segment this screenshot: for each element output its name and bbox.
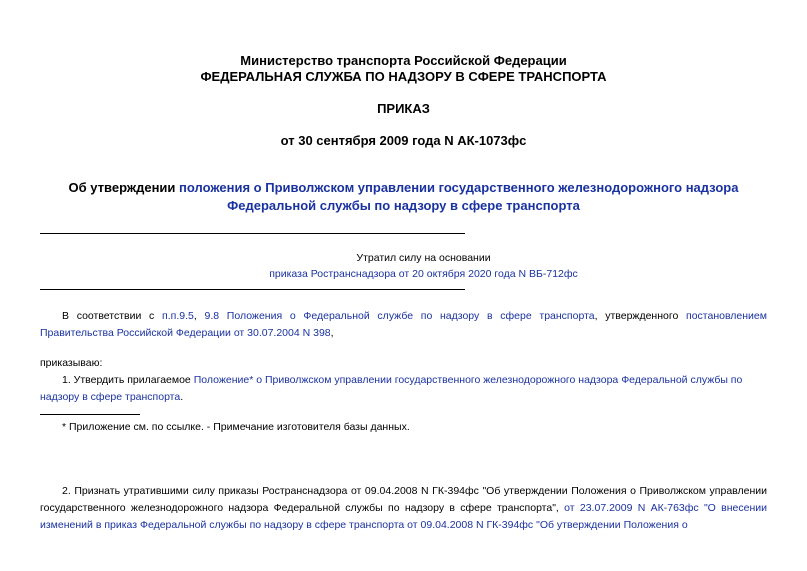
title-link[interactable]: положения о Приволжском управлении государственного железнодорожного надзора Федеральной службы по надзору в сфере транспорта [179, 180, 739, 213]
preamble-link-1[interactable]: п.п.9.5 [162, 310, 194, 322]
item-1-text-1: 1. Утвердить прилагаемое [62, 374, 194, 386]
preamble-paragraph [40, 308, 767, 342]
order-word: приказываю: [40, 357, 103, 369]
preamble-link-2[interactable]: 9.8 Положения о Федеральной службе по надзору в сфере транспорта [204, 310, 595, 322]
service-name: ФЕДЕРАЛЬНАЯ СЛУЖБА ПО НАДЗОРУ В СФЕРЕ ТРАНСПОРТА [200, 69, 607, 84]
status-link[interactable]: приказа Ространснадзора от 20 октября 2020 года N ВБ-712фс [269, 268, 578, 280]
footnote-divider [40, 414, 140, 415]
item-1-text-2: . [180, 391, 184, 403]
document-title [40, 179, 767, 215]
footnote: * Приложение см. по ссылке. - Примечание изготовителя базы данных. [62, 421, 410, 433]
item-1-link[interactable]: Положение* о Приволжском управлении государственного железнодорожного надзора Федеральной службы по надзору в сфере транспорта [40, 374, 743, 403]
title-prefix: Об утверждении [68, 180, 180, 195]
ministry-name: Министерство транспорта Российской Федерации [240, 53, 567, 68]
bottom-divider [40, 289, 465, 290]
item-2-paragraph [40, 483, 767, 534]
item-2-link[interactable]: от 23.07.2009 N АК-763фс "О внесении изменений в приказ Федеральной службы по надзору в сфере транспорта от 09.04.2008 N ГК-394фс "Об утверждении Положения о [40, 502, 767, 531]
document-date-number: от 30 сентября 2009 года N АК-1073фс [280, 133, 527, 148]
preamble-text-3: , [330, 327, 334, 339]
item-2-text-1: 2. Признать утратившими силу приказы Ространснадзора от 09.04.2008 N ГК-394фс "Об утверждении Положения о Приволжском управлении государственного железнодорожного надзора Федеральной службы по надзору в сфере транспорта", [40, 485, 767, 514]
preamble-sep: , [193, 310, 205, 322]
document-type: ПРИКАЗ [377, 101, 430, 116]
top-divider [40, 233, 465, 234]
item-1-paragraph [40, 372, 767, 406]
preamble-text-1: В соответствии с [62, 310, 163, 322]
preamble-link-3[interactable]: постановлением Правительства Российской Федерации от 30.07.2004 N 398 [40, 310, 767, 339]
status-text: Утратил силу на основании [356, 252, 491, 264]
preamble-text-2: , утвержденного [594, 310, 687, 322]
